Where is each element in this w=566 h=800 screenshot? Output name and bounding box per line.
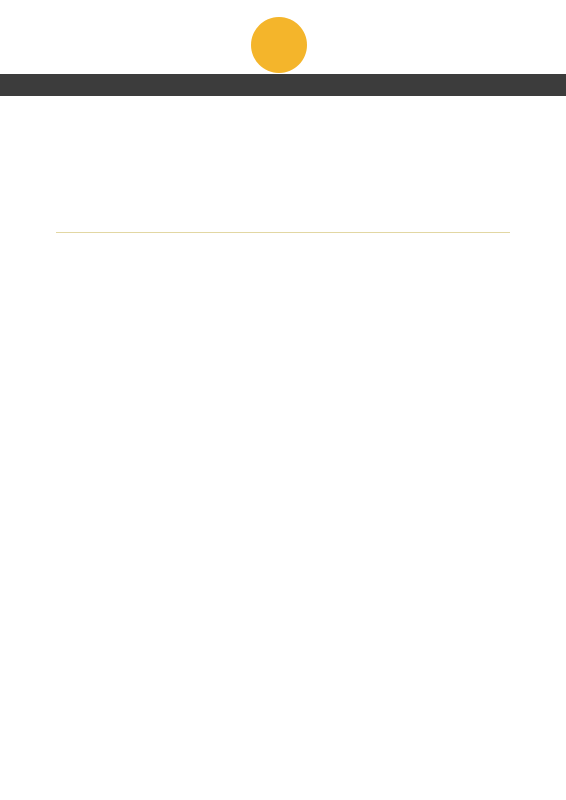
- divider: [56, 232, 510, 233]
- folk-pattern-bottom: [0, 758, 566, 800]
- tempen-rament-logo: [251, 17, 307, 73]
